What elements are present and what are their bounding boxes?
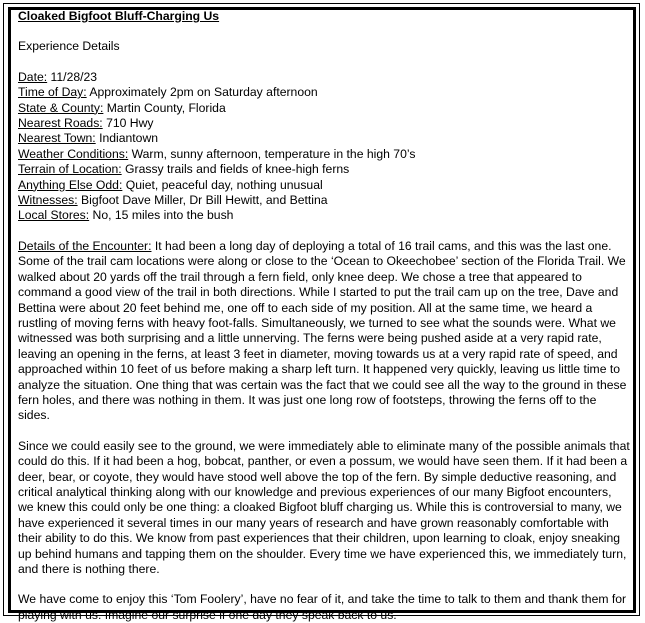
field-value: Bigfoot Dave Miller, Dr Bill Hewitt, and Bettina [77,193,328,208]
document-title: Cloaked Bigfoot Bluff-Charging Us [18,9,220,23]
field-value: 710 Hwy [102,116,154,131]
field-nearest-town [18,131,630,146]
field-weather [18,147,630,162]
field-value: Approximately 2pm on Saturday afternoon [86,85,318,100]
field-label: Anything Else Odd: [18,177,123,192]
field-value: Grassy trails and fields of knee-high ferns [121,162,350,177]
encounter-text: It had been a long day of deploying a total of 16 trail cams, and this was the last one. Some of the trail cam locations were along or close to the ‘Ocean to Okeechobee’ section of the Florida Trail. We walked about 20 yards off the trail through a fern field, only knee deep. We chose a tree that appeared to command a good view of the trail in both directions. While I started to put the trail cam up on the tree, Dave and Bettina were about 20 feet behind me, one off to each side of my position. All at the same time, we heard a rustling of moving ferns with heavy foot-falls. Simultaneously, we turned to see what the sounds were. What we witnessed was both surprising and a little unnerving. The ferns were being pushed aside at a very rapid rate, leaving an opening in the ferns, at least 3 feet in diameter, moving towards us at a very rapid rate of speed, and approached within 10 feet of us before making a sharp left turn. It happened very quickly, leaving us little time to analyze the situation. One thing that was certain was the fact that we could see all the way to the ground in these fern holes, and there was nothing in them. It was just one long row of footsteps, throwing the ferns off to the sides. [18,238,627,423]
field-terrain [18,162,630,177]
field-local-stores [18,208,630,223]
field-date [18,70,630,85]
field-label: Time of Day: [18,85,87,100]
field-value: No, 15 miles into the bush [89,208,234,223]
section-heading: Experience Details [18,39,120,54]
field-time-of-day [18,85,630,100]
field-label: Terrain of Location: [18,162,122,177]
field-label: Witnesses: [18,193,78,208]
details-list [18,70,630,224]
field-value: Quiet, peaceful day, nothing unusual [122,177,323,192]
field-nearest-roads [18,116,630,131]
field-label: Nearest Roads: [18,116,103,131]
reasoning-paragraph: Since we could easily see to the ground, we were immediately able to eliminate many of the possible animals that could do this. If it had been a hog, bobcat, panther, or even a possum, we would have seen them. If it had been a deer, bear, or coyote, they would have stood well above the top of the fern. By simple deductive reasoning, and critical analytical thinking along with our knowledge and previous experiences of our many Bigfoot encounters, we knew this could only be one thing: a cloaked Bigfoot bluff charging us. While this is controversial to many, we have experienced it several times in our many years of research and have grown reasonably comfortable with their ability to do this. We know from past experiences that their children, upon learning to cloak, enjoy sneaking up behind humans and tapping them on the shoulder. Every time we have experienced this, we immediately turn, and there is nothing there. [18,438,630,576]
field-value: Warm, sunny afternoon, temperature in the high 70’s [128,146,416,161]
closing-paragraph: We have come to enjoy this ‘Tom Foolery’, have no fear of it, and take the time to talk to them and thank them for playing with us. Imagine our surprise if one day they speak back to us. [18,592,627,622]
field-label: Weather Conditions: [18,146,129,161]
field-value: Martin County, Florida [103,100,226,115]
field-anything-odd [18,178,630,193]
field-label: Local Stores: [18,208,90,223]
field-label: Nearest Town: [18,131,96,146]
field-value: 11/28/23 [47,69,98,84]
encounter-paragraph [18,239,630,424]
field-state-county [18,101,630,116]
field-value: Indiantown [95,131,159,146]
encounter-label: Details of the Encounter: [18,238,152,253]
document-body [18,9,630,623]
field-label: Date: [18,69,48,84]
field-witnesses [18,193,630,208]
field-label: State & County: [18,100,104,115]
